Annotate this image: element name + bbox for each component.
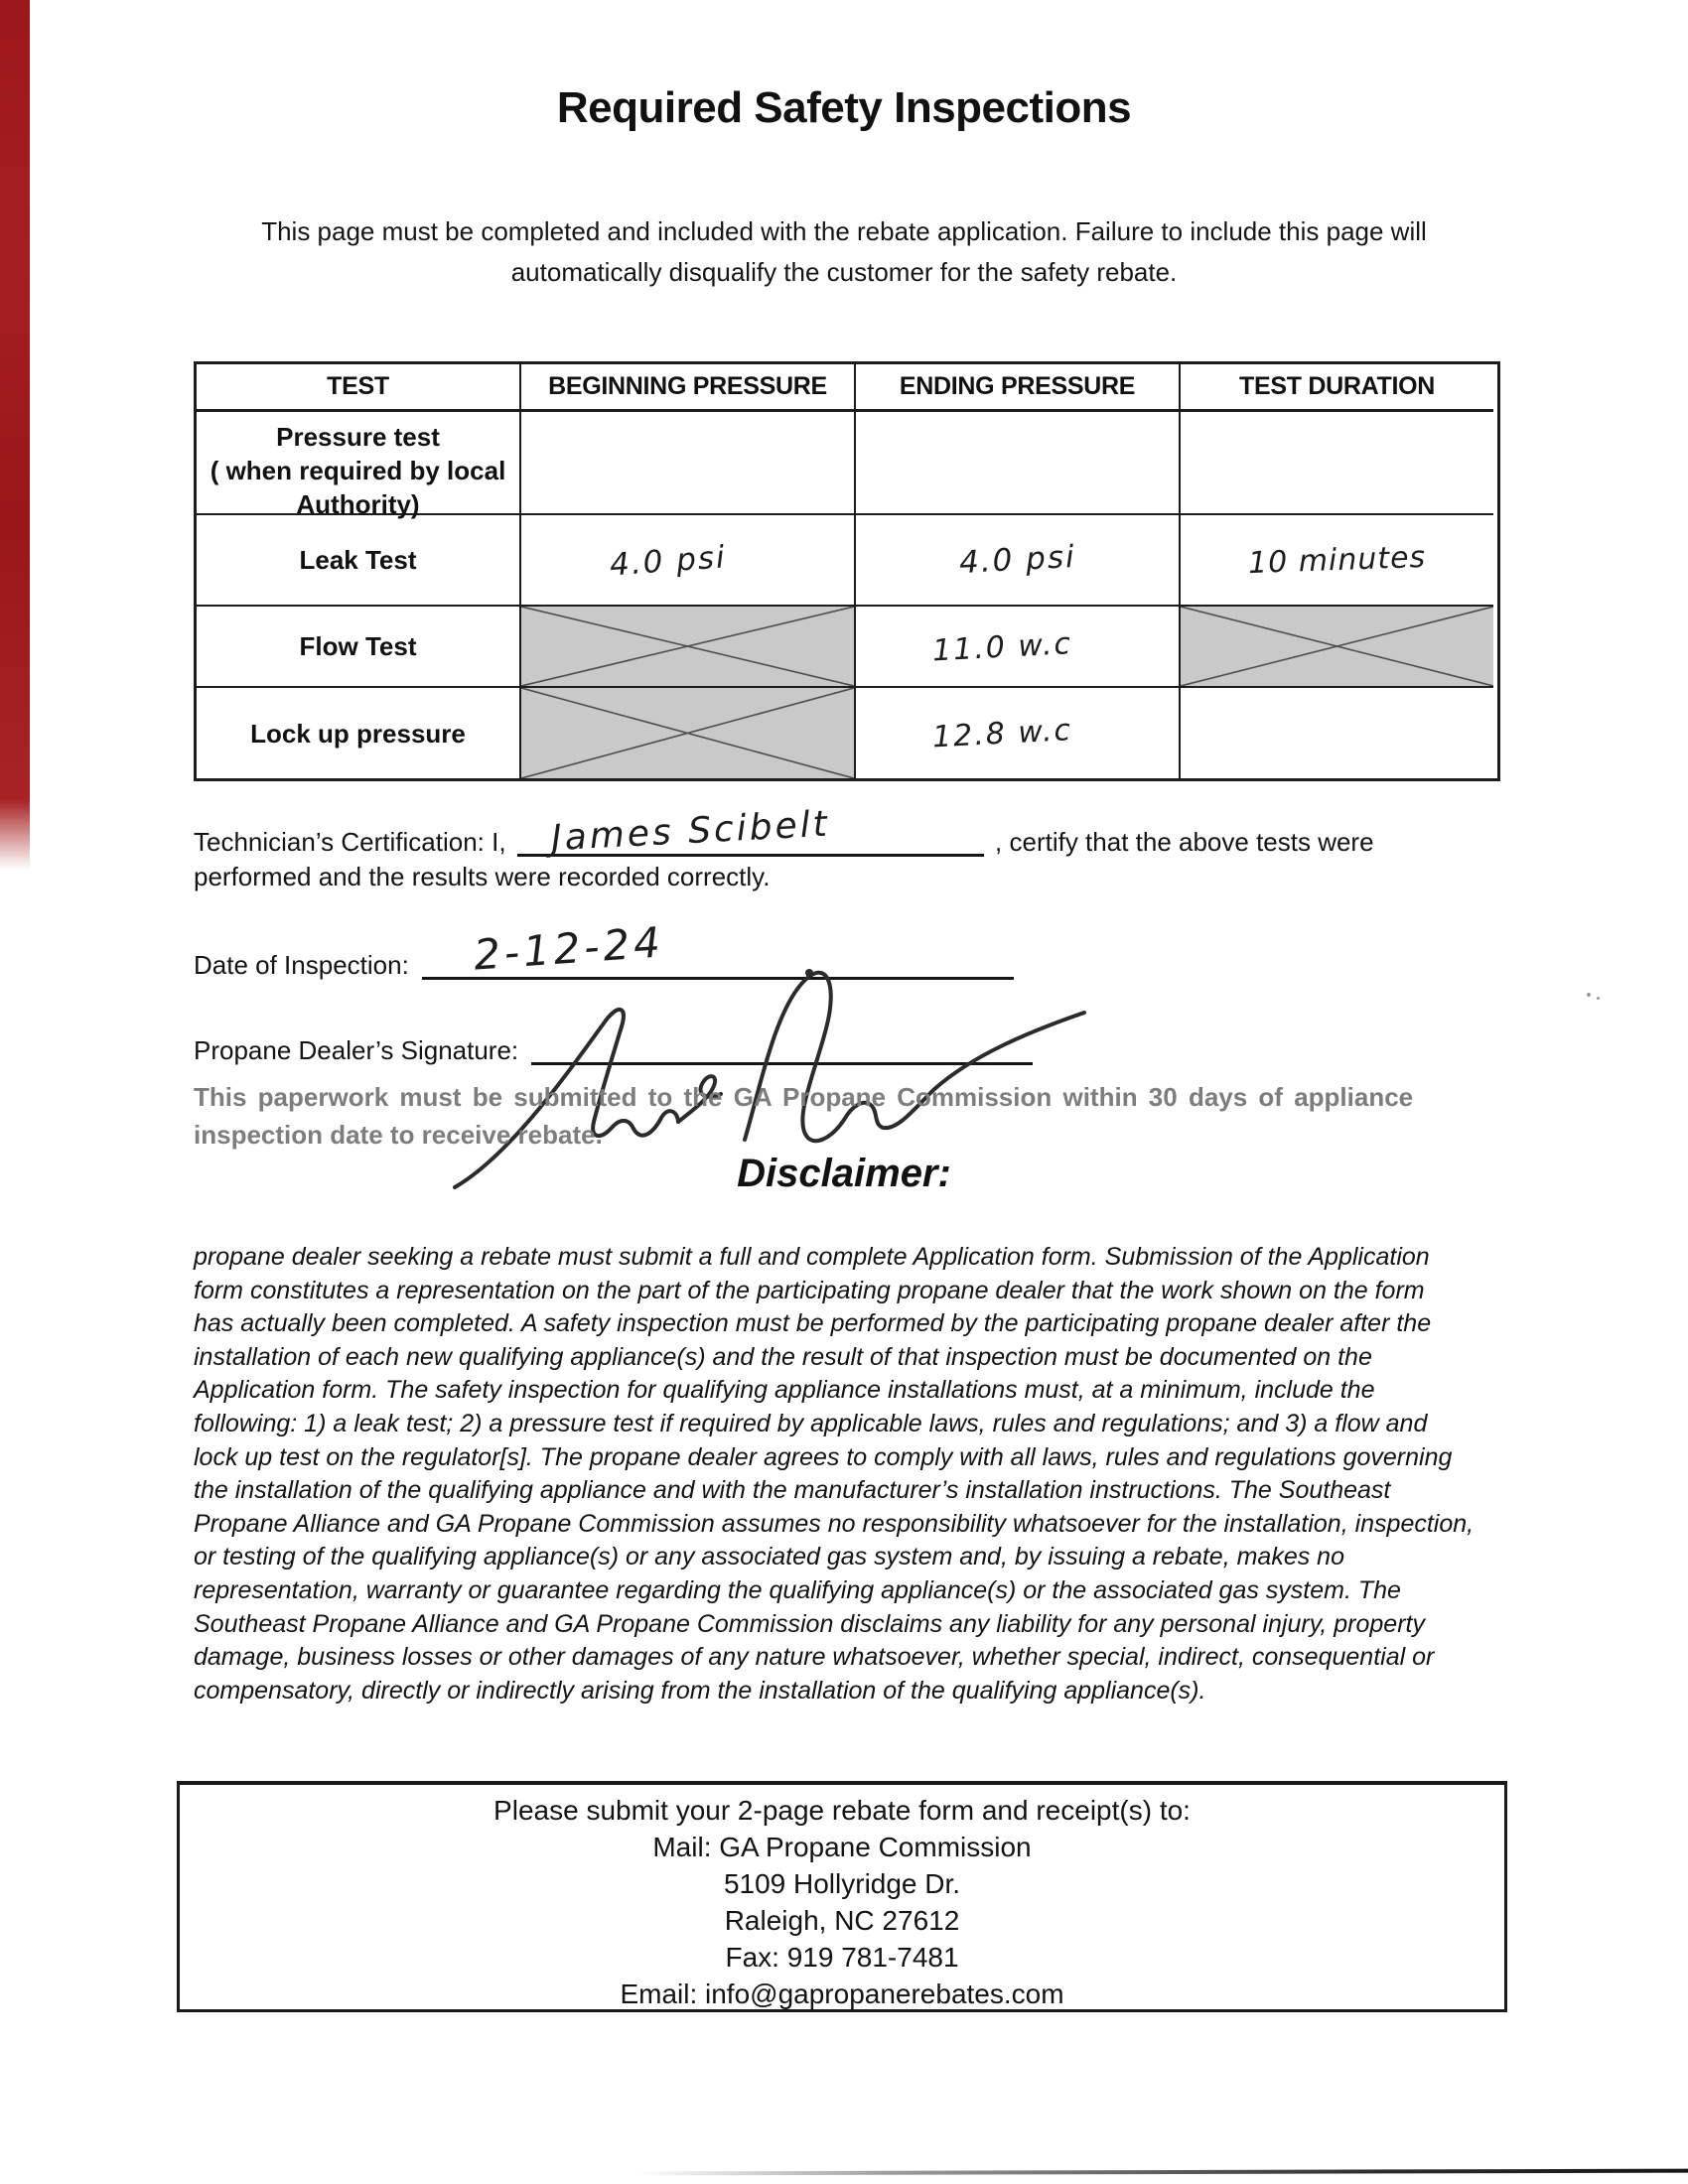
lock-up-duration-cell	[1181, 688, 1493, 778]
date-of-inspection-row	[194, 917, 1014, 981]
row-pressure-test-label	[197, 412, 521, 519]
disclaimer-line: following: 1) a leak test; 2) a pressure test if required by applicable laws, rules and regulations; and 3) a flow and	[194, 1409, 1428, 1437]
table-header-test: TEST	[197, 364, 521, 412]
date-label: Date of Inspection:	[194, 950, 409, 980]
table-header-ending-pressure: ENDING PRESSURE	[856, 364, 1181, 412]
pressure-test-ending-cell	[856, 412, 1181, 515]
submit-line-mail: Mail: GA Propane Commission	[652, 1832, 1032, 1862]
row-label-line: Pressure test	[276, 422, 440, 452]
leak-test-ending-cell	[856, 515, 1181, 607]
row-label-line: ( when required by local	[210, 456, 506, 485]
intro-line: This page must be completed and included with the rebate application. Failure to include this page will	[261, 216, 1427, 246]
scan-edge-bottom-line	[635, 2169, 1688, 2176]
notice-line: inspection date to receive rebate.	[194, 1120, 603, 1150]
x-mark-icon	[1181, 607, 1493, 686]
pressure-test-beginning-cell	[521, 412, 856, 515]
handwritten-technician-name: James Scibelt	[549, 803, 831, 860]
row-lock-up-pressure-label	[197, 688, 521, 778]
handwritten-value: 10 minutes	[1247, 539, 1427, 581]
lock-up-beginning-cell-crossed	[521, 688, 856, 778]
submit-line-address: 5109 Hollyridge Dr.	[723, 1868, 961, 1899]
disclaimer-line: has actually been completed. A safety inspection must be performed by the participating propane dealer after the	[194, 1309, 1432, 1338]
certification-label: Technician’s Certification: I,	[194, 827, 506, 857]
scan-speck	[1587, 993, 1605, 1001]
row-leak-test-label	[197, 515, 521, 607]
page-title: Required Safety Inspections	[556, 83, 1132, 132]
technician-certification-line2: performed and the results were recorded correctly.	[194, 862, 771, 891]
notice-line: This paperwork must be submitted to the GA Propane Commission within 30 days of appliance	[194, 1082, 1414, 1112]
handwritten-date: 2-12-24	[472, 917, 666, 980]
handwritten-value: 12.8 w.c	[931, 713, 1073, 755]
signature-field	[531, 1032, 1033, 1065]
row-label-line: Authority)	[296, 489, 420, 519]
disclaimer-body	[194, 1241, 1514, 1707]
disclaimer-line: damage, business losses or other damages of any nature whatsoever, whether special, indirect, consequential or	[194, 1643, 1435, 1672]
x-mark-icon	[521, 607, 854, 686]
disclaimer-line: or testing of the qualifying appliance(s) or any associated gas system and, by issuing a rebate, makes no	[194, 1543, 1344, 1571]
disclaimer-line: representation, warranty or guarantee regarding the qualifying appliance(s) or the associated gas system. The	[194, 1575, 1401, 1604]
submit-instructions-box	[177, 1781, 1507, 2012]
row-label-line: Flow Test	[299, 631, 417, 661]
disclaimer-line: Southeast Propane Alliance and GA Propane Commission disclaims any liability for any personal injury, property	[194, 1609, 1425, 1638]
technician-certification-line	[194, 803, 1584, 860]
submit-line-email: Email: info@gapropanerebates.com	[620, 1979, 1064, 2009]
handwritten-value: 4.0 psi	[608, 539, 728, 584]
table-header-test-duration: TEST DURATION	[1181, 364, 1493, 412]
disclaimer-line: the installation of the qualifying appliance and with the manufacturer’s installation instructions. The Southeast	[194, 1476, 1391, 1505]
pressure-test-duration-cell	[1181, 412, 1493, 515]
intro-paragraph	[0, 211, 1688, 293]
disclaimer-line: propane dealer seeking a rebate must submit a full and complete Application form. Submission of the Application	[194, 1243, 1430, 1271]
table-header-beginning-pressure: BEGINNING PRESSURE	[521, 364, 856, 412]
submit-line-fax: Fax: 919 781-7481	[725, 1942, 959, 1973]
row-label-line: Leak Test	[299, 545, 417, 575]
submit-line: Please submit your 2-page rebate form and receipt(s) to:	[493, 1795, 1191, 1826]
dealer-signature-row	[194, 1032, 1033, 1066]
row-flow-test-label	[197, 607, 521, 688]
disclaimer-line: form constitutes a representation on the part of the participating propane dealer that the work shown on the form	[194, 1276, 1425, 1304]
handwritten-value: 11.0 w.c	[931, 625, 1073, 668]
signature-label: Propane Dealer’s Signature:	[194, 1035, 519, 1065]
submit-line-city: Raleigh, NC 27612	[724, 1905, 960, 1936]
certification-suffix: , certify that the above tests were	[995, 827, 1374, 857]
disclaimer-line: Application form. The safety inspection for qualifying appliance installations must, at a minimum, include the	[194, 1376, 1375, 1405]
intro-line: automatically disqualify the customer for the safety rebate.	[510, 257, 1178, 287]
flow-test-duration-cell-crossed	[1181, 607, 1493, 688]
disclaimer-line: lock up test on the regulator[s]. The propane dealer agrees to comply with all laws, rules and regulations governing	[194, 1442, 1453, 1471]
disclaimer-line: installation of each new qualifying appliance(s) and the result of that inspection must be documented on the	[194, 1342, 1372, 1371]
row-label-line: Lock up pressure	[250, 718, 466, 749]
lock-up-ending-cell	[856, 688, 1181, 778]
technician-name-field	[517, 803, 984, 860]
leak-test-beginning-cell	[521, 515, 856, 607]
submission-notice	[194, 1078, 1484, 1154]
handwritten-value: 4.0 psi	[957, 538, 1077, 582]
flow-test-beginning-cell-crossed	[521, 607, 856, 688]
safety-test-table	[194, 361, 1500, 781]
disclaimer-line: Propane Alliance and GA Propane Commission assumes no responsibility whatsoever for the installation, inspection,	[194, 1509, 1475, 1538]
disclaimer-title: Disclaimer:	[737, 1152, 951, 1195]
x-mark-icon	[521, 688, 854, 778]
disclaimer-line: compensatory, directly or indirectly arising from the installation of the qualifying appliance(s).	[194, 1676, 1206, 1705]
date-field	[422, 917, 1014, 980]
leak-test-duration-cell	[1181, 515, 1493, 607]
flow-test-ending-cell	[856, 607, 1181, 688]
